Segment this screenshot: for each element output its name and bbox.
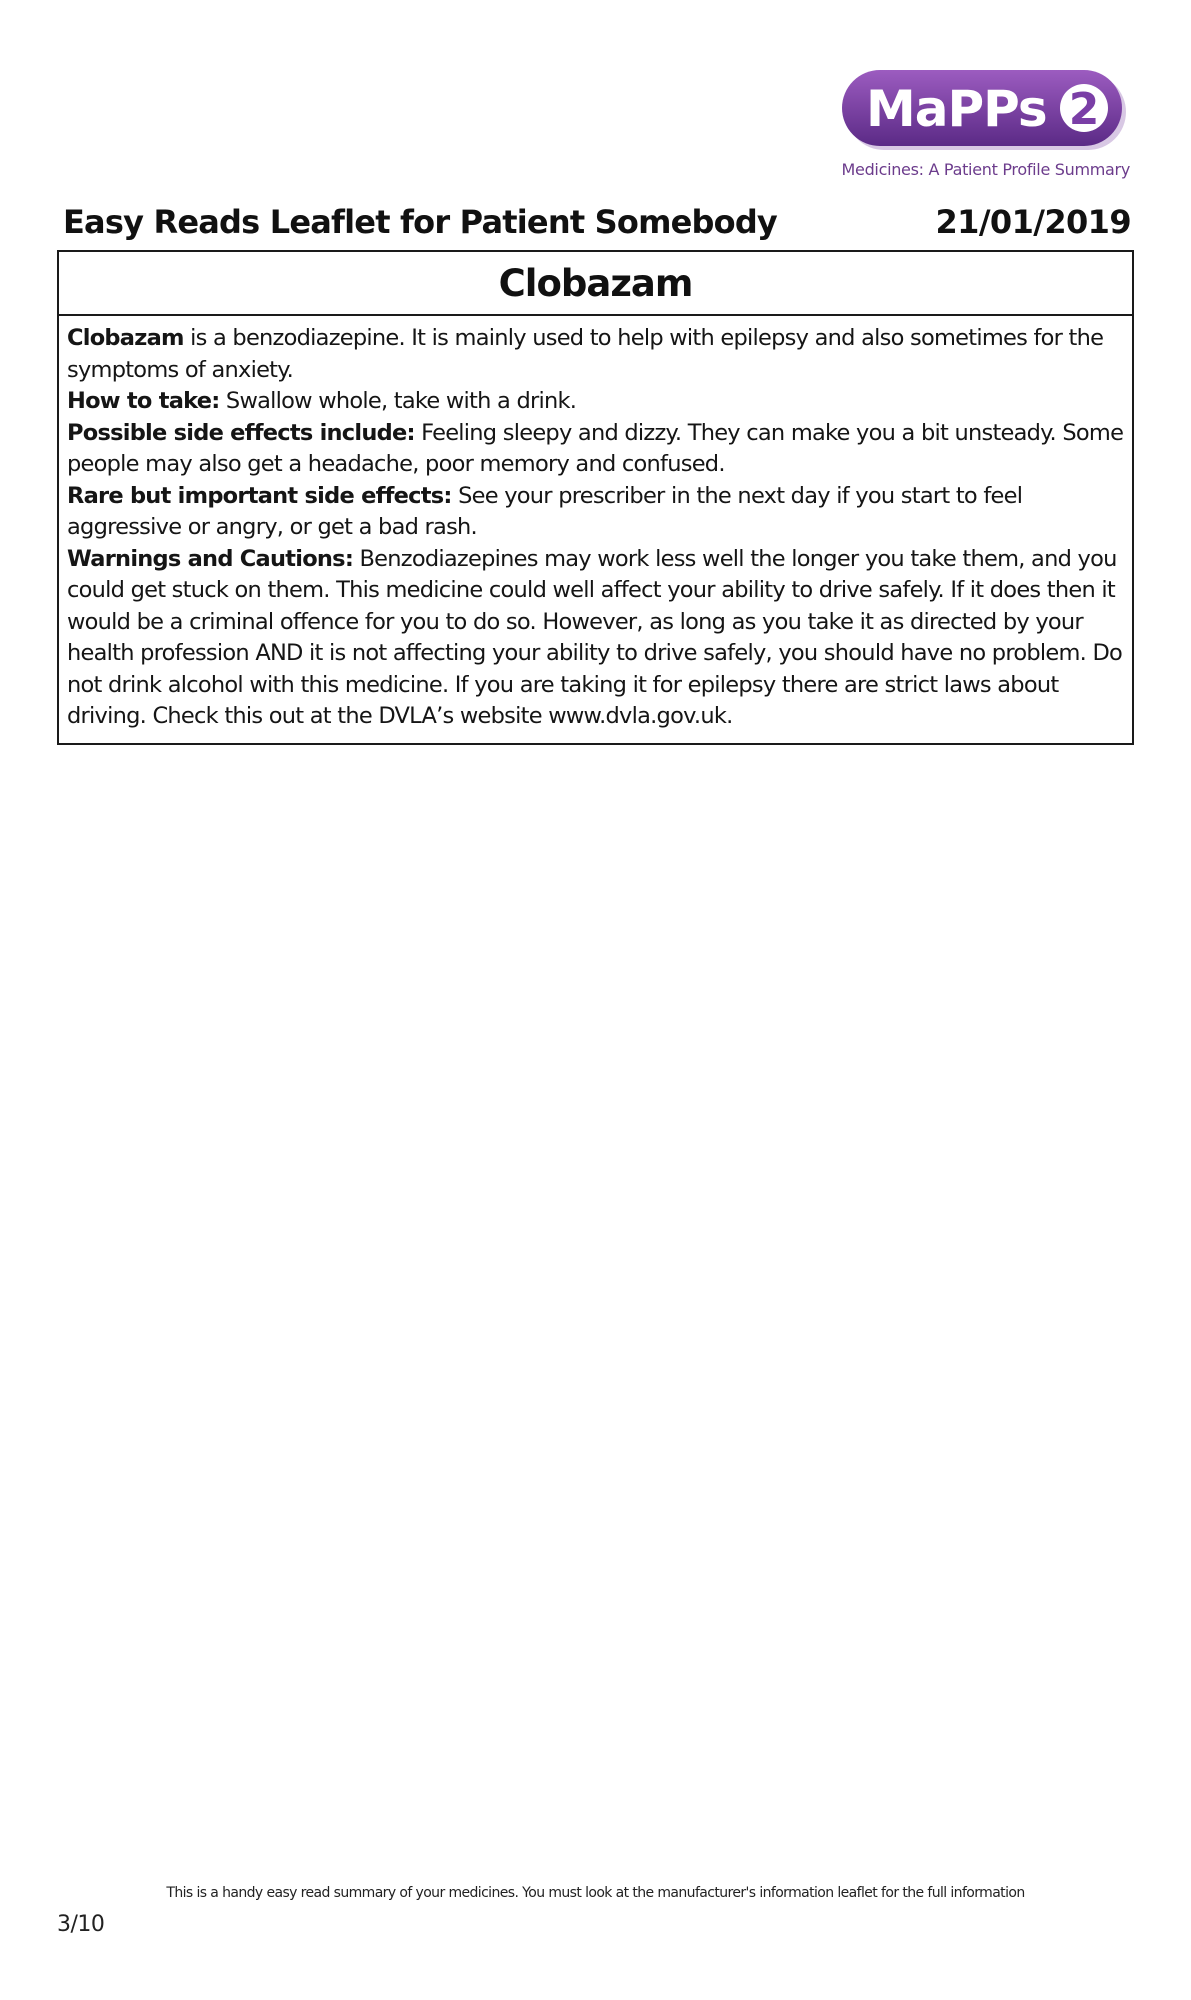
warnings-and-cautions <box>67 544 1124 733</box>
section-text: Swallow whole, take with a drink. <box>219 388 577 414</box>
section-label: Warnings and Cautions: <box>67 545 354 572</box>
section-label: How to take: <box>67 388 220 414</box>
logo-wordmark: MaPPs <box>866 80 1047 138</box>
logo-number: 2 <box>1068 84 1100 135</box>
section-text: See your prescriber in the next day if you start to feel aggressive or angry, or get a bad rash. <box>67 482 1023 540</box>
mapps2-logo-graphic <box>842 68 1132 156</box>
section-label: Clobazam <box>67 325 184 351</box>
footer-disclaimer: This is a handy easy read summary of your medicines. You must look at the manufacturer's information leaflet for the full information <box>166 1885 1025 1901</box>
section-label: Rare but important side effects: <box>67 482 452 509</box>
medicine-description <box>67 323 1124 386</box>
medicine-card <box>57 250 1134 745</box>
logo-tagline: Medicines: A Patient Profile Summary <box>841 160 1130 179</box>
page-number: 3/10 <box>57 1912 105 1937</box>
section-text: is a benzodiazepine. It is mainly used to help with epilepsy and also sometimes for the symptoms of anxiety. <box>67 325 1104 383</box>
medicine-name: Clobazam <box>59 252 1132 316</box>
section-text: Feeling sleepy and dizzy. They can make you a bit unsteady. Some people may also get a headache, poor memory and confused. <box>67 419 1124 477</box>
possible-side-effects <box>67 418 1124 481</box>
rare-side-effects <box>67 481 1124 544</box>
leaflet-title: Easy Reads Leaflet for Patient Somebody <box>63 203 777 241</box>
medicine-details <box>59 316 1132 733</box>
section-text: Benzodiazepines may work less well the longer you take them, and you could get stuck on them. This medicine could well affect your ability to drive safely. If it does then it would be a criminal offence for you to do so. However, as long as you take it as directed by your health profession AND it is not affecting your ability to drive safely, you should have no problem. Do not drink alcohol with this medicine. If you are taking it for epilepsy there are strict laws about driving. Check this out at the DVLA’s website www.dvla.gov.uk. <box>67 545 1123 729</box>
section-label: Possible side effects include: <box>67 419 415 446</box>
how-to-take <box>67 386 1124 418</box>
mapps2-logo <box>842 68 1132 156</box>
leaflet-date: 21/01/2019 <box>935 203 1131 241</box>
